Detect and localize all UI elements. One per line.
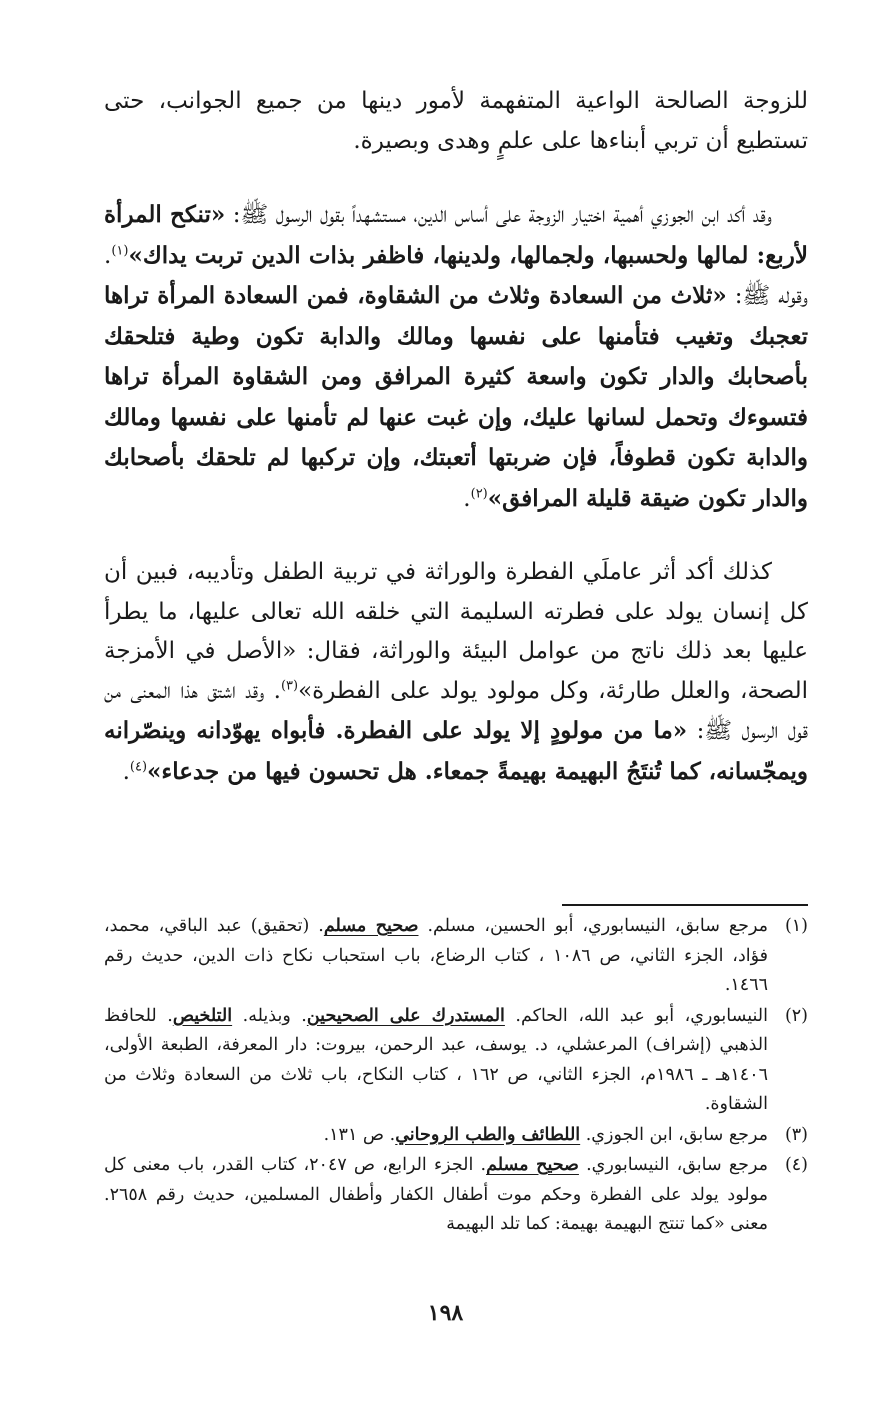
footnotes (104, 912, 808, 1241)
paragraph-3-end: . (122, 758, 130, 785)
paragraph-2-end: . (463, 485, 471, 512)
footnote-details: . للحافظ الذهبي (إشراف) المرعشلي، د. يوسف، عبد الرحمن، بيروت: دار المعرفة، الطبعة الأولى، ١٤٠٦هـ ـ ١٩٨٦م، الجزء الثاني، ص ١٦٢ ، كتاب النكاح، باب ثلاث من السعادة وثلاث من الشقاوة. (104, 1005, 768, 1114)
paragraph-2 (104, 195, 808, 519)
footnote-2 (104, 1002, 808, 1120)
footnote-details: . الجزء الرابع، ص ٢٠٤٧، كتاب القدر، باب معنى كل مولود يولد على الفطرة وحكم موت أطفال الكفار وأطفال المسلمين، حديث رقم ٢٦٥٨. معنى «كما تنتج البهيمة بهيمة: كما تلد البهيمة (104, 1155, 768, 1234)
footnote-citation: مرجع سابق، ابن الجوزي. (580, 1124, 768, 1145)
footnote-3 (104, 1121, 808, 1151)
book-title: اللطائف والطب الروحاني (395, 1124, 581, 1145)
hadith-quote-1: «تنكح المرأة لأربع: لمالها ولحسبها، ولجمالها، ولدينها، فاظفر بذات الدين تربت يداك» (104, 201, 808, 269)
paragraph-2-mid: . وقوله ﷺ: (104, 242, 808, 309)
book-title: صحيح مسلم (486, 1155, 579, 1175)
paragraph-2-intro: وقد أكد ابن الجوزي أهمية اختيار الزوجة على أساس الدين، مستشهداً بقول الرسول ﷺ: (225, 202, 772, 228)
footnote-mid: . وبذيله. (232, 1005, 307, 1026)
hadith-quote-2: «ثلاث من السعادة وثلاث من الشقاوة، فمن السعادة المرأة تراها تعجبك وتغيب فتأمنها على نفسها ومالك والدابة تكون وطية فتلحقك بأصحابك والدار تكون واسعة كثيرة المرافق ومن الشقاوة المرأة تراها فتسوءك وتحمل لسانها عليك، وإن غبت عنها لم تأمنها على نفسها ومالك والدابة تكون قطوفاً، فإن ضربتها أتعبتك، وإن تركبها لم تلحقك بأصحابك والدار تكون ضيقة قليلة المرافق» (104, 282, 808, 512)
footnote-number: (٣) (784, 1124, 808, 1145)
paragraph-1 (104, 82, 808, 161)
hadith-quote-3: «ما من مولودٍ إلا يولد على الفطرة. فأبواه يهوّدانه وينصّرانه ويمجّسانه، كما تُنتَجُ البهيمة بهيمةً جمعاء. هل تحسون فيها من جدعاء» (104, 717, 808, 785)
footnote-text (104, 1121, 768, 1151)
book-title: صحيح مسلم (323, 916, 419, 936)
footnote-ref-4[interactable]: (٤) (129, 758, 148, 774)
paragraph-3-mid: . وقد اشتق هذا المعنى من قول الرسول ﷺ: (104, 677, 808, 744)
footnote-text (104, 912, 768, 1001)
footnote-number: (٢) (784, 1005, 808, 1026)
footnote-4 (104, 1151, 808, 1240)
paragraph-3 (104, 553, 808, 792)
footnote-ref-2[interactable]: (٢) (470, 485, 488, 501)
footnote-separator (562, 904, 808, 906)
footnote-details: . (تحقيق) عبد الباقي، محمد، فؤاد، الجزء الثاني، ص ١٠٨٦ ، كتاب الرضاع، باب استحباب نكاح ذات الدين، حديث رقم ١٤٦٦. (104, 916, 769, 995)
paragraph-1-text: للزوجة الصالحة الواعية المتفهمة لأمور دينها من جميع الجوانب، حتى تستطيع أن تربي أبناءها على علمٍ وهدى وبصيرة. (104, 88, 808, 154)
footnote-ref-3[interactable]: (٣) (280, 677, 299, 693)
footnote-1 (104, 912, 808, 1001)
footnote-ref-1[interactable]: (١) (111, 242, 129, 258)
footnote-text (104, 1002, 768, 1120)
book-title: المستدرك على الصحيحين (306, 1005, 505, 1026)
footnote-citation: مرجع سابق، النيسابوري، أبو الحسين، مسلم. (418, 916, 768, 936)
footnote-details: . ص ١٣١. (323, 1124, 396, 1145)
footnote-citation: مرجع سابق، النيسابوري. (578, 1155, 768, 1175)
footnote-text (104, 1151, 768, 1240)
paragraph-3-intro: كذلك أكد أثر عاملَي الفطرة والوراثة في تربية الطفل وتأديبه، فبين أن كل إنسان يولد على فطرته السليمة التي خلقه الله تعالى عليها، ما يطرأ عليها بعد ذلك ناتج من عوامل البيئة والوراثة، فقال: «الأصل في الأمزجة الصحة، والعلل طارئة، وكل مولود يولد على الفطرة» (104, 559, 808, 704)
footnote-number: (١) (784, 916, 808, 936)
page-body (104, 82, 808, 792)
page-number: ١٩٨ (427, 1300, 464, 1326)
footnote-citation: النيسابوري، أبو عبد الله، الحاكم. (504, 1005, 768, 1026)
footnote-number: (٤) (784, 1155, 808, 1175)
book-title: التلخيص (172, 1005, 233, 1026)
